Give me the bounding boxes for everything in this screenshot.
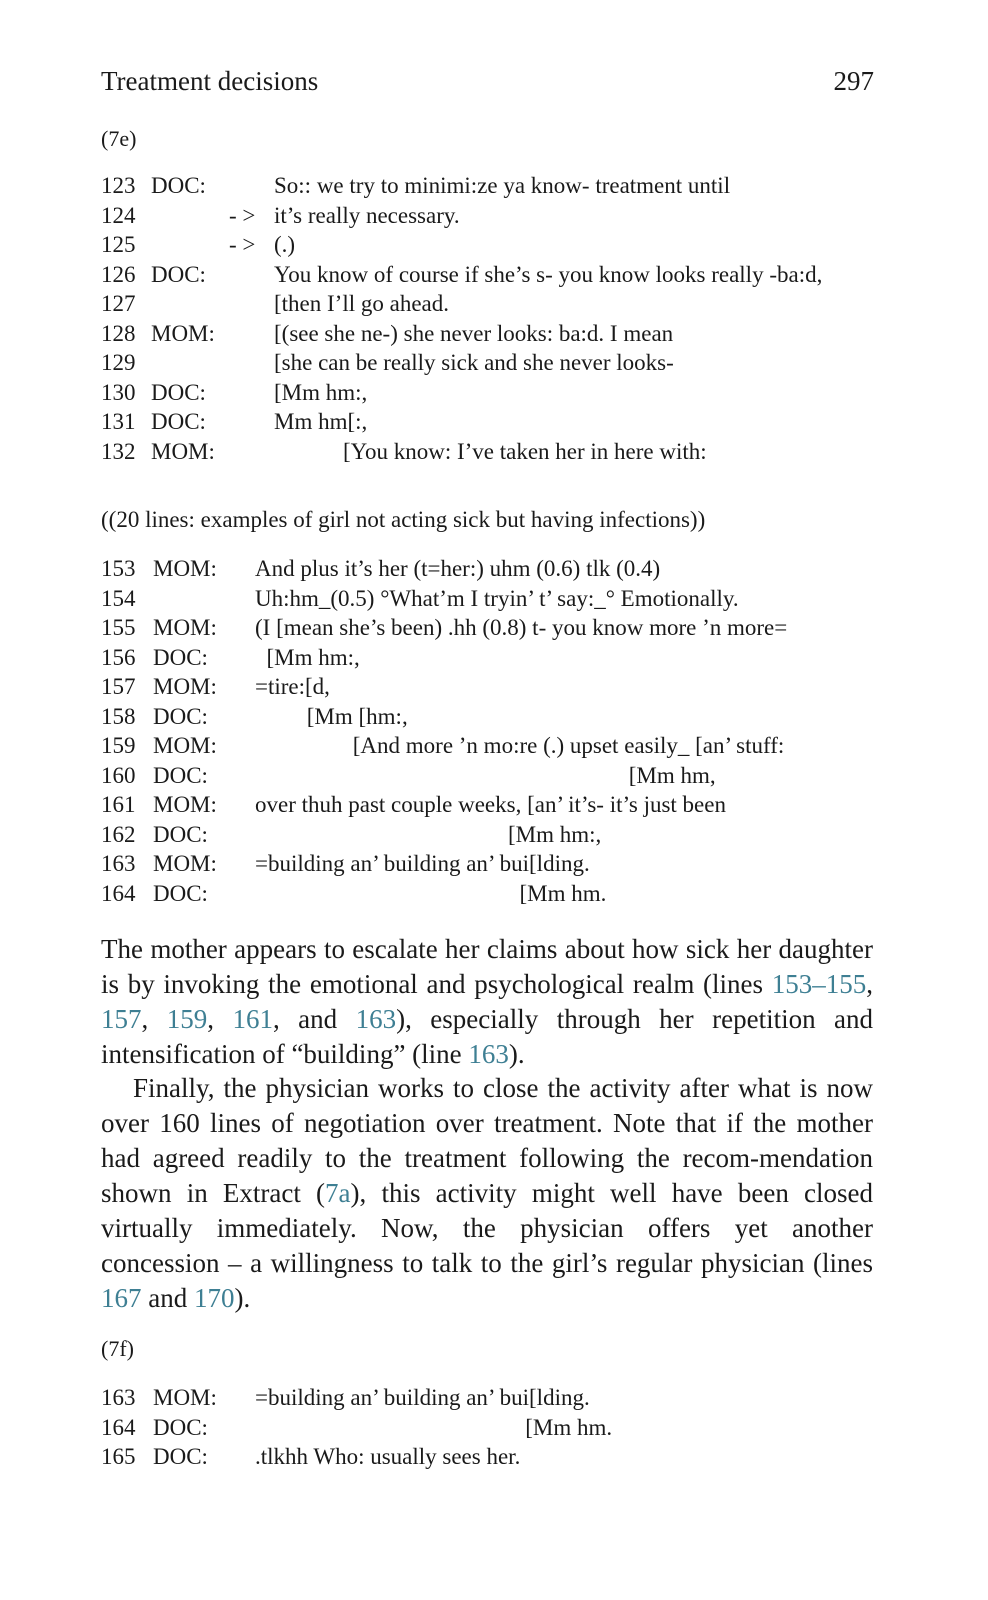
utterance-text: So:: we try to minimi:ze ya know- treatment until [274,173,731,198]
line-reference-link[interactable]: 157 [101,1004,142,1034]
line-reference-link[interactable]: 163 [355,1004,397,1034]
utterance-text: [(see she ne-) she never looks: ba:d. I mean [274,320,674,346]
speaker-label: MOM: [153,556,217,581]
line-number: 127 [101,291,136,316]
utterance-text: [then I’ll go ahead. [274,291,449,316]
utterance-text: (.) [274,232,296,257]
utterance-text: [Mm hm:, [255,821,602,847]
line-number: 124 [101,202,136,228]
line-reference-link[interactable]: 170 [193,1283,235,1313]
utterance-text: [Mm hm, [255,762,716,788]
speaker-label: MOM: [151,438,215,464]
text-run: The mother appears to escalate her claims about how sick her daughter is by invoking the emotional and psychological realm (lines [101,934,873,999]
line-number: 163 [101,851,136,876]
utterance-text: [You know: I’ve taken her in here with: [274,438,707,464]
line-number: 164 [101,880,136,906]
line-number: 164 [101,1414,136,1440]
page-number: 297 [833,66,874,96]
speaker-label: MOM: [153,674,217,699]
line-number: 132 [101,438,136,464]
line-number: 155 [101,615,136,640]
line-number: 130 [101,379,136,405]
line-reference-link[interactable]: 153–155 [771,969,867,999]
utterance-text: Uh:hm_(0.5) °What’m I tryin’ t’ say:_° Emotionally. [255,585,739,611]
line-number: 126 [101,261,136,287]
line-number: 123 [101,173,136,198]
extract-reference-link[interactable]: 7a [325,1178,351,1208]
line-number: 129 [101,350,136,375]
speaker-label: MOM: [151,320,215,346]
speaker-label: DOC: [153,644,208,670]
line-number: 128 [101,320,136,346]
line-number: 158 [101,703,136,729]
focus-arrow: - > [229,232,256,257]
utterance-text: [she can be really sick and she never looks- [274,350,674,375]
text-run: Finally, the physician works to close the activity after what is now over 160 lines of negotiation over treatment. Note that if the mother had agreed readily to the treatment following the recom-mendation shown in Extract ( [101,1073,873,1208]
utterance-text: .tlkhh Who: usually sees her. [255,1444,521,1469]
utterance-text: =building an’ building an’ bui[lding. [255,851,590,876]
utterance-text: [Mm [hm:, [255,703,408,729]
text-run: ), this activity might well have been closed virtually immediately. Now, the physician offers yet another concession – a willingness to talk to the girl’s regular physician (lines [101,1178,873,1278]
transcript-omission-note: ((20 lines: examples of girl not acting sick but having infections)) [101,507,706,532]
utterance-text: And plus it’s her (t=her:) uhm (0.6) tlk (0.4) [255,556,661,581]
speaker-label: DOC: [151,409,206,434]
utterance-text: You know of course if she’s s- you know looks really -ba:d, [274,261,823,287]
line-number: 163 [101,1385,136,1410]
text-run: and [141,1283,194,1313]
text-run: , [207,1004,233,1034]
utterance-text: Mm hm[:, [274,409,368,434]
running-head: Treatment decisions [101,66,319,96]
text-run: , [141,1004,167,1034]
line-reference-link[interactable]: 161 [232,1004,273,1034]
line-number: 131 [101,409,136,434]
text-run: ), especially through her repetition and intensification of “building” (line [101,1004,874,1069]
utterance-text: =tire:[d, [255,674,330,699]
speaker-label: DOC: [153,762,208,788]
line-number: 125 [101,232,136,257]
line-number: 161 [101,792,136,817]
speaker-label: DOC: [153,880,208,906]
line-reference-link[interactable]: 159 [166,1004,208,1034]
line-reference-link[interactable]: 163 [468,1039,509,1069]
utterance-text: [Mm hm. [255,880,607,906]
speaker-label: DOC: [151,379,206,405]
speaker-label: DOC: [151,173,206,198]
utterance-text: [And more ’n mo:re (.) upset easily_ [an’ stuff: [255,733,785,758]
text-run: , and [272,1004,356,1034]
line-number: 154 [101,585,136,611]
line-number: 162 [101,821,136,847]
speaker-label: MOM: [153,851,217,876]
focus-arrow: - > [229,202,256,228]
utterance-text: [Mm hm:, [274,379,368,405]
utterance-text: [Mm hm. [255,1414,613,1440]
speaker-label: MOM: [153,615,217,640]
line-number: 159 [101,733,136,758]
speaker-label: DOC: [153,1444,208,1469]
utterance-text: [Mm hm:, [255,644,360,670]
text-run: ). [508,1039,525,1069]
line-number: 157 [101,674,136,699]
speaker-label: MOM: [153,792,217,817]
body-paragraph-2 [101,1071,873,1316]
speaker-label: MOM: [153,733,217,758]
line-reference-link[interactable]: 167 [101,1283,142,1313]
line-number: 165 [101,1444,136,1469]
speaker-label: DOC: [151,261,206,287]
text-run: ). [234,1283,251,1313]
extract-label-7e: (7e) [101,126,137,151]
speaker-label: DOC: [153,1414,208,1440]
utterance-text: it’s really necessary. [274,202,460,228]
speaker-label: DOC: [153,821,208,847]
text-run: , [866,969,873,999]
speaker-label: DOC: [153,703,208,729]
utterance-text: (I [mean she’s been) .hh (0.8) t- you know more ’n more= [255,615,788,640]
utterance-text: =building an’ building an’ bui[lding. [255,1385,590,1410]
line-number: 153 [101,556,136,581]
line-number: 156 [101,644,136,670]
extract-label-7f: (7f) [101,1336,134,1361]
body-paragraph-1 [101,932,873,1072]
utterance-text: over thuh past couple weeks, [an’ it’s- it’s just been [255,792,726,817]
speaker-label: MOM: [153,1385,217,1410]
line-number: 160 [101,762,136,788]
